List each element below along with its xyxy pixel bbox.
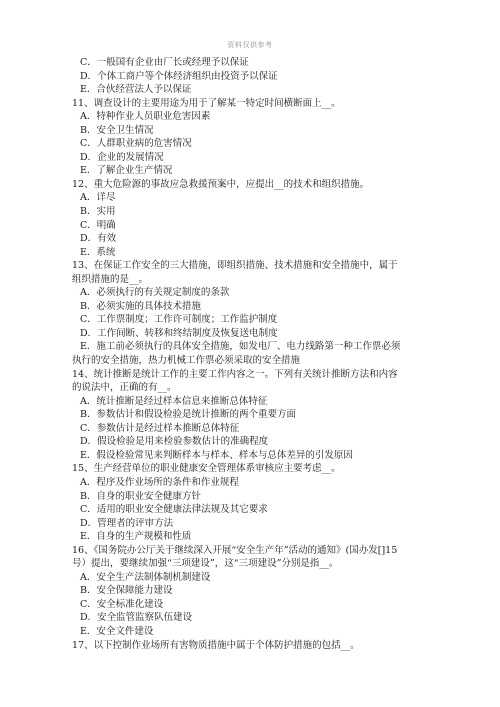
answer-option: E．安全文件建设	[80, 625, 154, 637]
question-text: 12、重大危险源的事故应急救援预案中，应提出__的技术和组织措施。	[72, 178, 370, 190]
answer-option: B．参数估计和假设检验是统计推断的两个重要方面	[80, 409, 296, 421]
answer-option: A．必须执行的有关规定制度的条款	[80, 287, 230, 299]
answer-option: A．程序及作业场所的条件和作业规程	[80, 476, 239, 488]
answer-option: C．一般国有企业由厂长或经理予以保证	[80, 57, 249, 68]
question-list	[72, 56, 432, 652]
answer-option: D．安全监管监察队伍建设	[80, 612, 193, 624]
answer-option: D．假设检验是用来检验参数估计的准确程度	[80, 436, 269, 448]
answer-option: C．工作票制度；工作许可制度；工作监护制度	[80, 314, 278, 326]
answer-option: A．统计推断是经过样本信息来推断总体特征	[80, 395, 268, 407]
question-text: 执行的安全措施，热力机械工作票必须采取的安全措施	[72, 355, 301, 367]
page-header: 资料仅供参考	[227, 41, 273, 49]
answer-option: B．安全保障能力建设	[80, 585, 173, 597]
answer-option: C．人群职业病的危害情况	[80, 138, 192, 150]
question-text: 16、《国务院办公厅关于继续深入开展“安全生产年”活动的通知》(国办发[]15	[72, 544, 398, 556]
answer-option: E．假设检验常见来判断样本与样本、样本与总体差异的引发原因	[80, 449, 353, 461]
answer-option: C．明确	[80, 219, 116, 231]
answer-option: E．合伙经营法人予以保证	[80, 84, 192, 96]
answer-option: D．工作间断、转移和终结制度及恢复送电制度	[80, 327, 278, 339]
answer-option: D．个体工商户等个体经济组织由投资予以保证	[80, 70, 278, 82]
answer-option: D．企业的发展情况	[80, 151, 164, 163]
answer-option: A．安全生产法制体制机制建设	[80, 571, 211, 583]
answer-option: E．自身的生产规模和性质	[80, 531, 192, 543]
question-text: 号）提出，要继续加强“三项建设”，这“三项建设”分别是指__。	[72, 558, 339, 570]
answer-option: E．施工前必须执行的具体安全措施，如发电厂、电力线路第一种工作票必须	[80, 341, 401, 353]
answer-option: C．适用的职业安全健康法律法规及其它要求	[80, 504, 268, 516]
question-text: 14、统计推断是统计工作的主要工作内容之一。下列有关统计推断方法和内容	[72, 368, 398, 380]
answer-option: B．实用	[80, 206, 116, 218]
answer-option: A．详尽	[80, 192, 116, 204]
answer-option: B．自身的职业安全健康方针	[80, 490, 201, 502]
answer-option: A．特种作业人员职业危害因素	[80, 111, 211, 123]
question-text: 的说法中，正确的有__。	[72, 382, 177, 394]
answer-option: E．了解企业生产情况	[80, 165, 173, 177]
answer-option: B．安全卫生情况	[80, 124, 154, 136]
question-text: 17、以下控制作业场所有害物质措施中属于个体防护措施的包括__。	[72, 639, 360, 651]
question-text: 13、在保证工作安全的三大措施，即组织措施、技术措施和安全措施中，属于	[72, 260, 398, 272]
answer-option: E．系统	[80, 246, 116, 258]
question-text: 15、生产经营单位的职业健康安全管理体系审核应主要考虑__。	[72, 463, 341, 475]
answer-option: B．必须实施的具体技术措施	[80, 300, 201, 312]
question-text: 11、调查设计的主要用途为用于了解某一特定时间横断面上__。	[72, 97, 341, 109]
answer-option: D．有效	[80, 233, 117, 245]
question-text: 组织措施的是__。	[72, 273, 149, 285]
answer-option: C．参数估计是经过样本推断总体特征	[80, 422, 240, 434]
answer-option: C．安全标准化建设	[80, 598, 164, 610]
answer-option: D．管理者的评审方法	[80, 517, 174, 529]
